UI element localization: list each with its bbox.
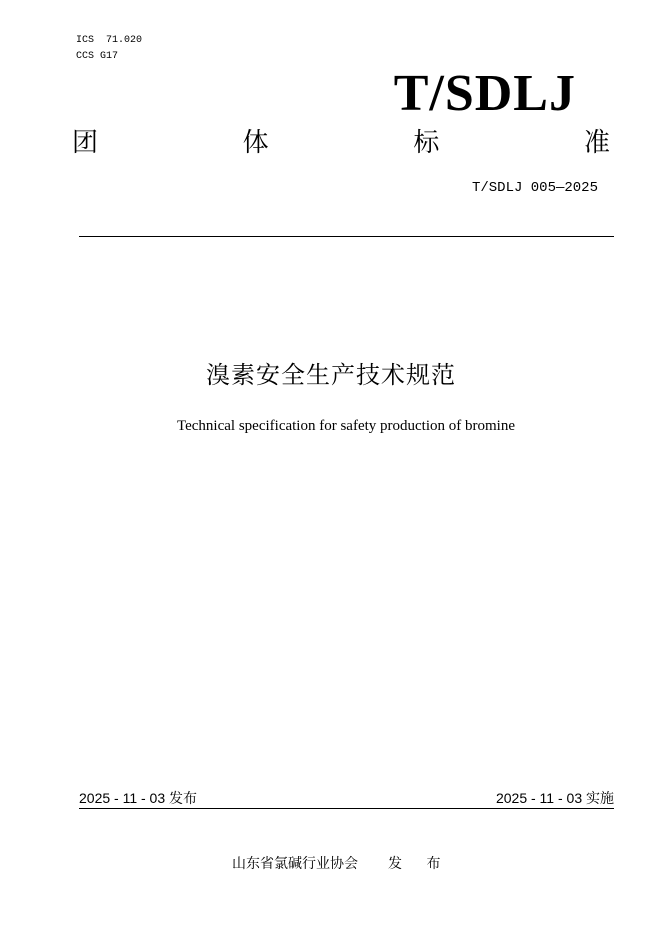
document-title-english: Technical specification for safety production of bromine [177, 418, 515, 434]
standard-code-logo: T/SDLJ [393, 65, 576, 122]
ccs-code: CCS G17 [76, 51, 119, 62]
header-divider [79, 236, 614, 237]
publish-action: 发 布 [388, 856, 451, 872]
publisher-line [232, 854, 450, 874]
standard-type-char: 准 [583, 128, 610, 158]
standard-number: T/SDLJ 005—2025 [471, 180, 598, 196]
document-title-chinese: 溴素安全生产技术规范 [206, 361, 456, 389]
footer-divider [79, 808, 614, 809]
ics-code: ICS 71.020 [76, 35, 143, 46]
standard-type-char: 团 [72, 128, 99, 158]
publisher-organization: 山东省氯碱行业协会 [232, 856, 358, 872]
standard-type [72, 126, 610, 160]
implementation-date: 2025 - 11 - 03 实施 [495, 790, 614, 806]
standard-type-char: 标 [413, 128, 440, 158]
issue-date: 2025 - 11 - 03 发布 [79, 790, 198, 806]
standard-type-char: 体 [242, 128, 269, 158]
classification-codes [76, 33, 142, 65]
